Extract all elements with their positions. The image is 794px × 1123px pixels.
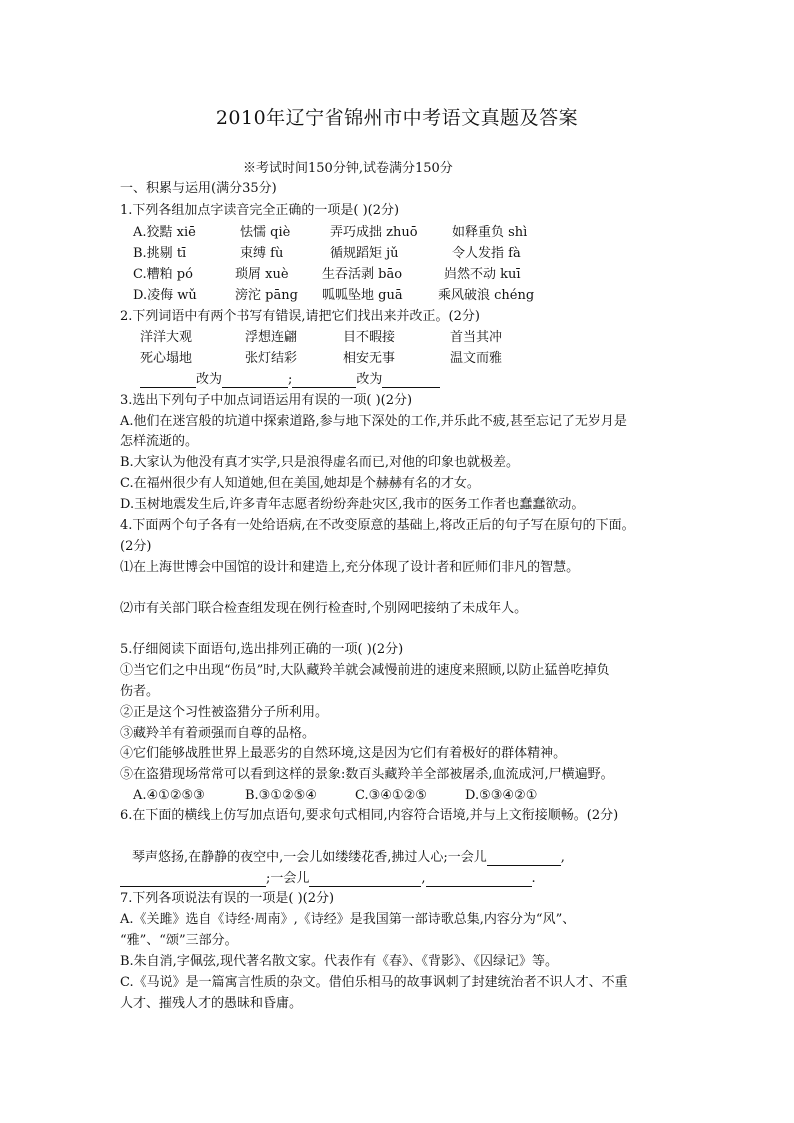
q6-punct: , — [421, 871, 426, 886]
q6-passage — [132, 850, 565, 866]
q6-blank-4[interactable] — [426, 872, 532, 887]
q6-blank-1[interactable] — [487, 851, 561, 866]
q5-option-c: C.③④①②⑤ — [355, 788, 427, 803]
q6-blank-3[interactable] — [309, 872, 421, 887]
q6-passage-text: ;一会儿 — [266, 871, 310, 886]
q2-word: 死心塌地 — [140, 351, 193, 366]
q7-option-c: C.《马说》是一篇寓言性质的杂文。借伯乐相马的故事讽刺了封建统治者不识人才、不重 — [120, 975, 628, 990]
q2-separator: ; — [288, 372, 293, 387]
question-4-stem: 4.下面两个句子各有一处给语病,在不改变原意的基础上,将改正后的句子写在原句的下面。 — [120, 518, 635, 533]
q2-word: 洋洋大观 — [140, 330, 193, 345]
q2-word: 张灯结彩 — [245, 351, 298, 366]
q5-option-b: B.③①②⑤④ — [245, 788, 317, 803]
question-6-stem: 6.在下面的横线上仿写加点语句,要求句式相同,内容符合语境,并与上文衔接顺畅。(2分) — [120, 808, 619, 823]
q3-option-b: B.大家认为他没有真才实学,只是浪得虚名而已,对他的印象也就极差。 — [120, 455, 519, 470]
q3-option-a-cont: 怎样流逝的。 — [120, 434, 199, 449]
document-title: 2010年辽宁省锦州市中考语文真题及答案 — [215, 107, 579, 129]
q5-line-1: ①当它们之中出现“伤员”时,大队藏羚羊就会减慢前进的速度来照顾,以防止猛兽吃掉负 — [120, 663, 610, 678]
question-4-stem-cont: (2分) — [120, 539, 152, 554]
q1-c-1: C.糟粕 pó — [133, 267, 193, 282]
q1-d-3: 呱呱坠地 guā — [322, 288, 403, 303]
q5-line-3: ③藏羚羊有着顽强而自尊的品格。 — [120, 726, 316, 741]
question-2-stem: 2.下列词语中有两个书写有错误,请把它们找出来并改正。(2分) — [120, 309, 480, 324]
q1-b-4: 令人发指 fà — [452, 246, 521, 261]
question-5-stem: 5.仔细阅读下面语句,选出排列正确的一项( )(2分) — [120, 642, 404, 657]
q4-sentence-2: ⑵市有关部门联合检查组发现在例行检查时,个别网吧接纳了未成年人。 — [120, 601, 528, 616]
q5-option-d: D.⑤③④②① — [465, 788, 538, 803]
q2-change-label: 改为 — [196, 372, 223, 387]
q1-a-3: 弄巧成拙 zhuō — [330, 225, 418, 240]
q2-answer-line — [140, 372, 440, 388]
q2-word: 浮想连翩 — [245, 330, 298, 345]
section-heading: 一、积累与运用(满分35分) — [120, 181, 277, 196]
q1-c-4: 岿然不动 kuī — [444, 267, 521, 282]
q2-change-label: 改为 — [356, 372, 383, 387]
q2-blank-4[interactable] — [382, 373, 440, 388]
q7-option-a-cont: “雅”、“颂”三部分。 — [120, 933, 238, 948]
q7-option-a: A.《关雎》选自《诗经·周南》,《诗经》是我国第一部诗歌总集,内容分为“风”、 — [120, 912, 576, 927]
q6-passage-text: 琴声悠扬,在静静的夜空中,一会儿如缕缕花香,拂过人心;一会儿 — [132, 850, 487, 865]
exam-note: ※考试时间150分钟,试卷满分150分 — [243, 161, 453, 176]
q2-word: 温文而雅 — [450, 351, 503, 366]
q2-word: 首当其冲 — [450, 330, 503, 345]
q6-passage-cont — [120, 871, 536, 887]
question-3-stem: 3.选出下列句子中加点词语运用有误的一项( )(2分) — [120, 393, 413, 408]
q5-line-2: ②正是这个习性被盗猎分子所利用。 — [120, 705, 329, 720]
q1-b-2: 束缚 fù — [240, 246, 284, 261]
q1-a-4: 如释重负 shì — [452, 225, 528, 240]
q6-punct: . — [531, 871, 536, 886]
question-7-stem: 7.下列各项说法有误的一项是( )(2分) — [120, 891, 335, 906]
q7-option-b: B.朱自消,字佩弦,现代著名散文家。代表作有《春》、《背影》、《囚绿记》等。 — [120, 954, 558, 969]
q7-option-c-cont: 人才、摧残人才的愚昧和昏庸。 — [120, 996, 303, 1011]
q2-blank-2[interactable] — [222, 373, 288, 388]
q5-line-4: ④它们能够战胜世界上最恶劣的自然环境,这是因为它们有着极好的群体精神。 — [120, 746, 567, 761]
q1-a-1: A.狡黠 xiē — [133, 225, 196, 240]
q6-blank-2[interactable] — [120, 872, 266, 887]
q5-line-5: ⑤在盗猎现场常常可以看到这样的景象:数百头藏羚羊全部被屠杀,血流成河,尸横遍野。 — [120, 767, 614, 782]
q3-option-d: D.玉树地震发生后,许多青年志愿者纷纷奔赴灾区,我市的医务工作者也蠢蠢欲动。 — [120, 497, 585, 512]
q2-blank-3[interactable] — [292, 373, 356, 388]
q4-sentence-1: ⑴在上海世博会中国馆的设计和建造上,充分体现了设计者和匠师们非凡的智慧。 — [120, 560, 580, 575]
q3-option-c: C.在福州很少有人知道她,但在美国,她却是个赫赫有名的才女。 — [120, 476, 480, 491]
q2-blank-1[interactable] — [140, 373, 196, 388]
q2-word: 目不暇接 — [343, 330, 396, 345]
q1-b-3: 循规蹈矩 jǔ — [330, 246, 399, 261]
q1-b-1: B.挑剔 tī — [133, 246, 187, 261]
q1-d-1: D.凌侮 wǔ — [133, 288, 197, 303]
q1-d-4: 乘风破浪 chéng — [438, 288, 535, 303]
q1-c-2: 琐屑 xuè — [235, 267, 289, 282]
q3-option-a: A.他们在迷宫般的坑道中探索道路,参与地下深处的工作,并乐此不疲,甚至忘记了无岁月是 — [120, 414, 627, 429]
q2-word: 相安无事 — [343, 351, 396, 366]
q5-line-1-cont: 伤者。 — [120, 684, 160, 699]
q1-c-3: 生吞活剥 bāo — [322, 267, 403, 282]
question-1-stem: 1.下列各组加点字读音完全正确的一项是( )(2分) — [120, 203, 400, 218]
q1-a-2: 怯懦 qiè — [240, 225, 291, 240]
q1-d-2: 滂沱 pāng — [235, 288, 298, 303]
q5-option-a: A.④①②⑤③ — [133, 788, 205, 803]
q6-punct: , — [560, 850, 565, 865]
